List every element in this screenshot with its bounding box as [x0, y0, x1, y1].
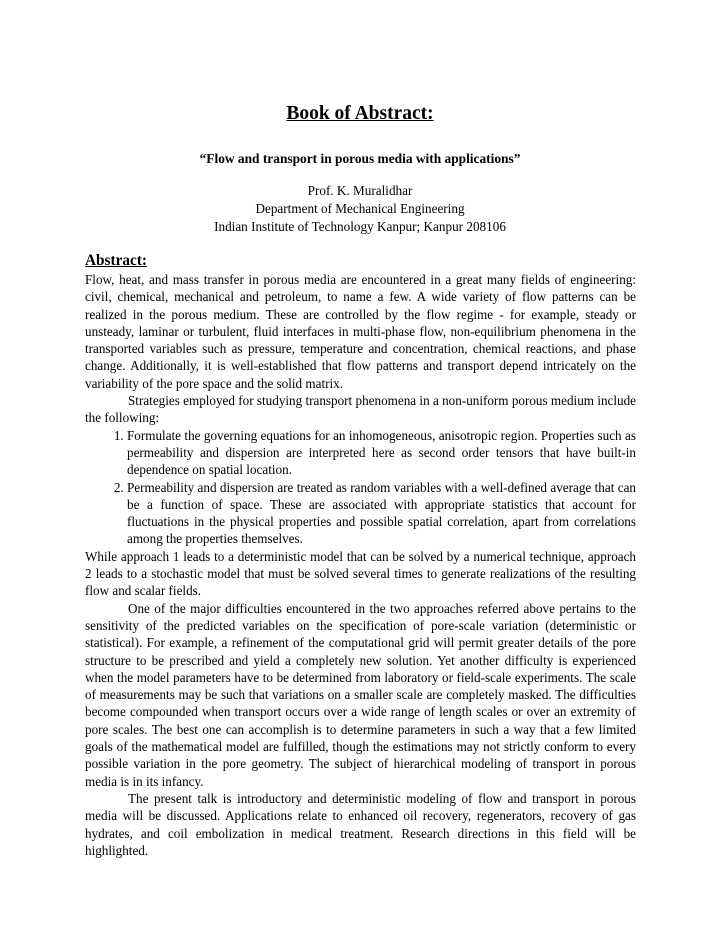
author-name: Prof. K. Muralidhar: [307, 183, 413, 198]
approach-list: [85, 427, 636, 548]
abstract-heading: Abstract:: [85, 252, 148, 269]
talk-subtitle: “Flow and transport in porous media with applications”: [199, 151, 521, 166]
author-block: [0, 182, 720, 236]
abstract-paragraph-4: One of the major difficulties encountered in the two approaches referred above pertains to the sensitivity of the predicted variables on the specification of pore-scale variation (deterministic or statistical). For example, a refinement of the computational grid will permit greater details of the pore structure to be prescribed and yield a completely new solution. Yet another difficulty is experienced when the model parameters have to be determined from laboratory or field-scale experiments. The scale of measurements may be such that variations on a smaller scale are completely masked. The difficulties become compounded when transport occurs over a wide range of length scales or over an extremity of pore scales. The best one can accomplish is to determine parameters in such a way that a few limited goals of the mathematical model are fulfilled, though the estimations may not strictly conform to every possible variation in the pore geometry. The subject of hierarchical modeling of transport in porous media is in its infancy.: [85, 600, 636, 789]
abstract-paragraph-3: While approach 1 leads to a deterministic model that can be solved by a numerical technique, approach 2 leads to a stochastic model that must be solved several times to generate realizations of the resulting flow and scalar fields.: [85, 548, 636, 599]
author-institute: Indian Institute of Technology Kanpur; Kanpur 208106: [214, 219, 506, 234]
page-title: Book of Abstract:: [286, 103, 434, 124]
abstract-body: [85, 271, 636, 859]
list-item: 1. Formulate the governing equations for an inhomogeneous, anisotropic region. Properties such as permeability and dispersion are interpreted here as second order tensors that have built-in dependence on spatial location.: [127, 427, 636, 479]
abstract-paragraph-2: Strategies employed for studying transport phenomena in a non-uniform porous medium include the following:: [85, 393, 636, 426]
author-department: Department of Mechanical Engineering: [255, 201, 465, 216]
list-item: 2. Permeability and dispersion are treated as random variables with a well-defined average that can be a function of space. These are associated with appropriate statistics that account for fluctuations in the physical properties and possible spatial correlation, apart from correlations among the properties themselves.: [127, 479, 636, 548]
abstract-paragraph-1: Flow, heat, and mass transfer in porous media are encountered in a great many fields of engineering: civil, chemical, mechanical and petroleum, to name a few. A wide variety of flow patterns can be realized in the porous medium. These are controlled by the flow regime - for example, steady or unsteady, laminar or turbulent, fluid interfaces in multi-phase flow, non-equilibrium phenomena in the transported variables such as pressure, temperature and concentration, chemical reactions, and phase change. Additionally, it is well-established that flow patterns and transport depend intricately on the variability of the pore space and the solid matrix.: [85, 272, 636, 391]
abstract-paragraph-5: The present talk is introductory and deterministic modeling of flow and transport in porous media will be discussed. Applications relate to enhanced oil recovery, regenerators, recovery of gas hydrates, and coil embolization in medical treatment. Research directions in this field will be highlighted.: [85, 790, 636, 858]
